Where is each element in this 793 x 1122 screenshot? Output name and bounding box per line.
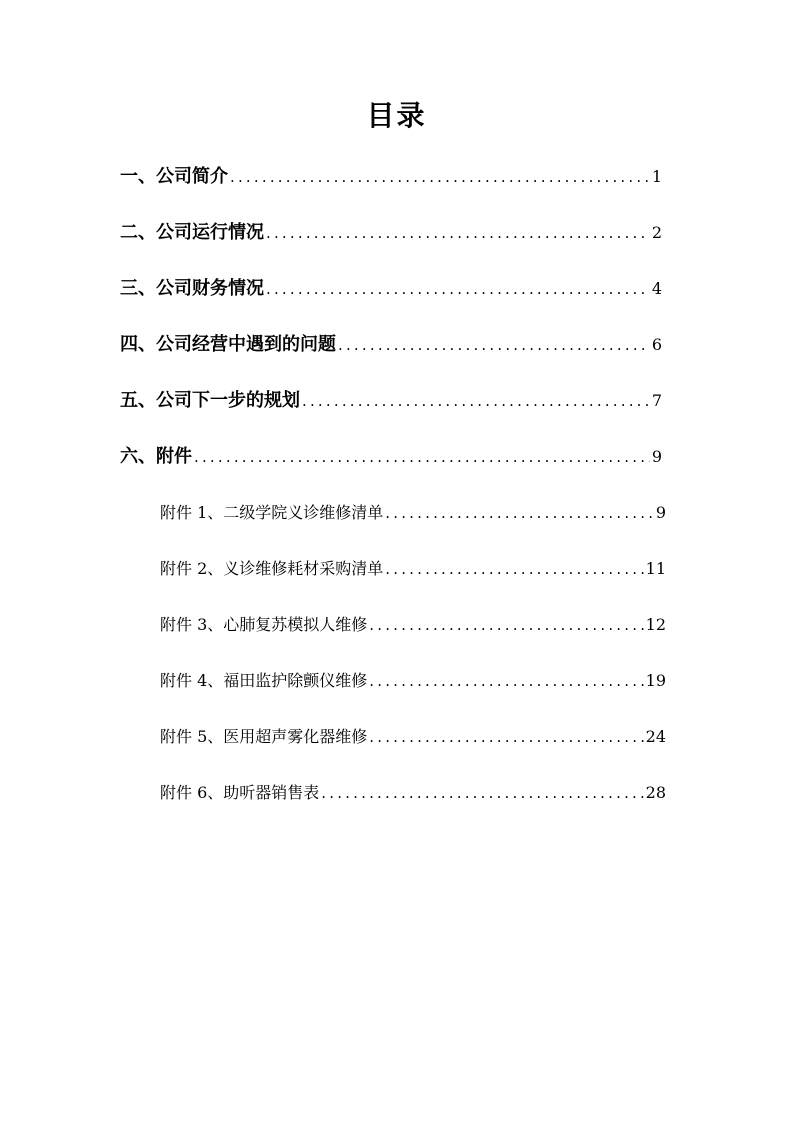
toc-page-number: 9 xyxy=(655,503,666,522)
toc-subentry-attachment-3[interactable] xyxy=(160,613,666,637)
toc-entry-label: 五、公司下一步的规划 xyxy=(120,390,300,411)
toc-entry-label: 附件 1、二级学院义诊维修清单 xyxy=(160,503,384,522)
toc-dot-leader xyxy=(369,669,643,693)
toc-subentry-attachment-1[interactable] xyxy=(160,501,666,525)
toc-entry-company-problems[interactable] xyxy=(120,332,662,358)
toc-subentry-attachment-6[interactable] xyxy=(160,781,666,805)
toc-subentry-attachment-5[interactable] xyxy=(160,725,666,749)
toc-page-number: 9 xyxy=(651,447,662,466)
toc-entry-company-intro[interactable] xyxy=(120,164,662,190)
toc-page-number: 19 xyxy=(645,671,666,690)
toc-entry-company-plan[interactable] xyxy=(120,388,662,414)
toc-page-number: 12 xyxy=(645,615,666,634)
toc-page-number: 6 xyxy=(651,335,662,354)
toc-entry-label: 一、公司简介 xyxy=(120,166,228,187)
toc-dot-leader xyxy=(385,501,654,525)
toc-entry-label: 附件 6、助听器销售表 xyxy=(160,783,320,802)
toc-entry-label: 四、公司经营中遇到的问题 xyxy=(120,334,336,355)
toc-page-number: 7 xyxy=(651,391,662,410)
toc-page-number: 24 xyxy=(645,727,666,746)
toc-dot-leader xyxy=(321,781,643,805)
toc-page-number: 4 xyxy=(651,279,662,298)
toc-dot-leader xyxy=(369,725,643,749)
toc-entry-label: 附件 4、福田监护除颤仪维修 xyxy=(160,671,368,690)
toc-entry-label: 二、公司运行情况 xyxy=(120,222,264,243)
toc-dot-leader xyxy=(194,444,650,470)
toc-entry-label: 三、公司财务情况 xyxy=(120,278,264,299)
toc-page-number: 28 xyxy=(645,783,666,802)
toc-dot-leader xyxy=(369,613,643,637)
toc-page-number: 2 xyxy=(651,223,662,242)
toc-entry-label: 附件 5、医用超声雾化器维修 xyxy=(160,727,368,746)
toc-page-number: 1 xyxy=(651,167,662,186)
toc-dot-leader xyxy=(266,276,650,302)
toc-dot-leader xyxy=(338,332,650,358)
toc-dot-leader xyxy=(230,164,650,190)
toc-dot-leader xyxy=(266,220,650,246)
toc-entry-attachments[interactable] xyxy=(120,444,662,470)
toc-subentry-attachment-4[interactable] xyxy=(160,669,666,693)
toc-entry-company-operation[interactable] xyxy=(120,220,662,246)
toc-entry-label: 附件 3、心肺复苏模拟人维修 xyxy=(160,615,368,634)
toc-dot-leader xyxy=(385,557,643,581)
toc-subentry-attachment-2[interactable] xyxy=(160,557,666,581)
toc-dot-leader xyxy=(302,388,650,414)
toc-entry-label: 六、附件 xyxy=(120,446,192,467)
toc-page-number: 11 xyxy=(645,559,666,578)
toc-entry-company-finance[interactable] xyxy=(120,276,662,302)
toc-title: 目录 xyxy=(366,99,427,132)
toc-entry-label: 附件 2、义诊维修耗材采购清单 xyxy=(160,559,384,578)
